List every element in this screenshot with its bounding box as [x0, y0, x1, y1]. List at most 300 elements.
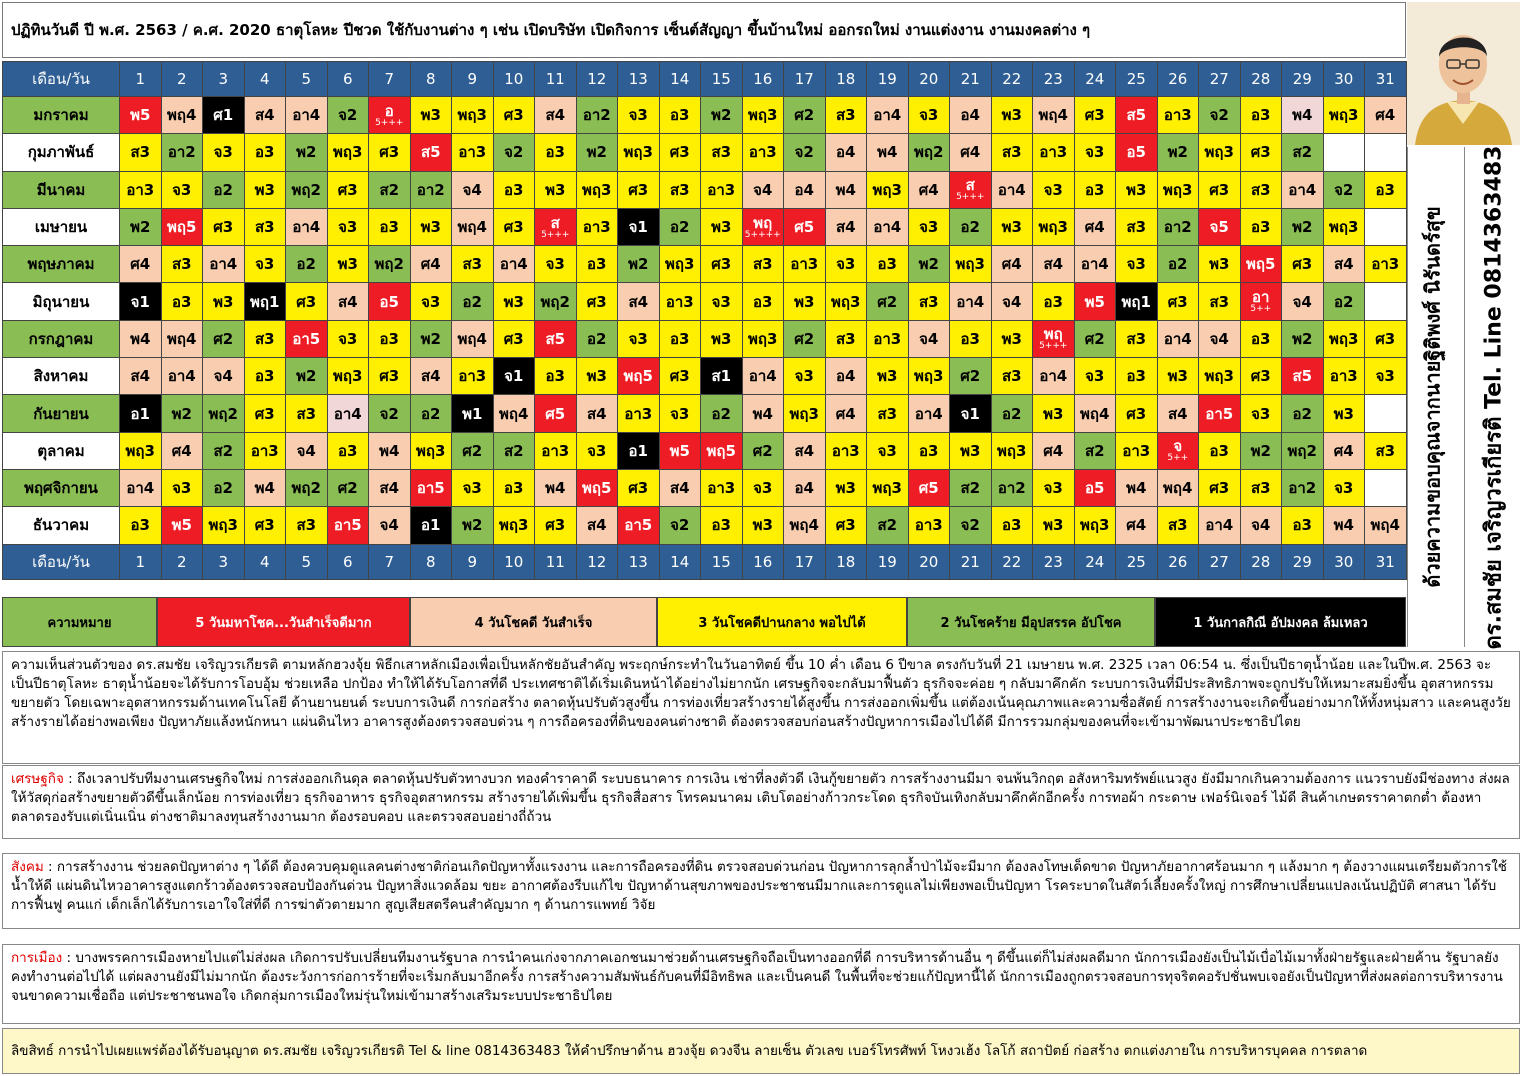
society-text: : การสร้างงาน ช่วยลดปัญหาต่าง ๆ ได้ดี ต้องควบคุมดูแลคนต่างชาติก่อนเกิดปัญหาทั้งแรงงาน และการถือครองที่ดิน ตรวจสอบด่วนก่อน ปัญหาการลุกล้ำป่าไม้จะมีมาก ต้องลงโทษเด็ดขาด ปัญหาภัยอากาศร้อนมาก ๆ แล้งมาก ๆ ต้องวางแผนเตรียมตัวการใช้น้ำให้ดี แผ่นดินไหวอาคารสูงแตกร้าวต้องตรวจสอบป้องกันด่วน ปัญหาสิ่งแวดล้อม ขยะ อากาศต้องรีบแก้ไข ปัญหาด้านสุขภาพของประชาชนมีมากและการดูแลไม่เพียงพอเป็นปัญหา โรคระบาดในสัตว์เลี้ยงครั้งใหญ่ การศึกษาเปลี่ยนแปลงเน้นปฏิบัติ ศาสนา ได้รับการฟื้นฟู คนแก่ เด็กเล็กได้รับการเอาใจใส่ที่ดี การฆ่าตัวตายมาก สูญเสียสตรีคนสำคัญมาก ๆ ด้านการแพทย์ วิจัย — [11, 859, 1507, 913]
day-cell: จ3 — [535, 246, 577, 283]
day-cell: พฤ3 — [493, 507, 535, 544]
day-cell: อ3 — [1240, 97, 1282, 134]
day-cell: พฤ3 — [784, 395, 826, 432]
day-cell: จ4 — [1240, 507, 1282, 544]
day-number: 30 — [1323, 544, 1365, 579]
day-bonus: 5+++ — [1039, 341, 1068, 352]
day-cell: อา3 — [908, 507, 950, 544]
day-cell: พ5 — [1074, 283, 1116, 320]
day-number: 6 — [327, 62, 369, 97]
day-cell: อ1 — [410, 507, 452, 544]
day-cell: อ3 — [1282, 507, 1324, 544]
day-cell: ศ3 — [1240, 358, 1282, 395]
day-code: ส — [550, 213, 560, 232]
day-cell: อ2 — [203, 171, 245, 208]
day-cell: ส2 — [1282, 134, 1324, 171]
day-number: 2 — [161, 62, 203, 97]
day-cell: อา3 — [1365, 246, 1407, 283]
day-number: 12 — [576, 62, 618, 97]
day-cell: พ2 — [701, 97, 743, 134]
day-number: 23 — [1033, 544, 1075, 579]
side-contact-column — [1464, 147, 1521, 647]
day-number: 24 — [1074, 544, 1116, 579]
day-cell: พ3 — [410, 97, 452, 134]
day-cell: ศ2 — [784, 97, 826, 134]
day-number: 22 — [991, 62, 1033, 97]
day-cell: อ3 — [493, 469, 535, 506]
day-number: 28 — [1240, 62, 1282, 97]
day-cell: ส3 — [1199, 283, 1241, 320]
day-cell: อ3 — [742, 283, 784, 320]
day-cell: ศ2 — [784, 320, 826, 357]
day-cell: อ3 — [120, 507, 162, 544]
day-cell: อ3 — [1199, 432, 1241, 469]
day-cell: ศ3 — [369, 358, 411, 395]
day-cell: จ1 — [493, 358, 535, 395]
day-cell: อ2 — [452, 283, 494, 320]
month-row — [3, 358, 1407, 395]
day-cell: พ2 — [410, 320, 452, 357]
day-cell: พ3 — [1033, 507, 1075, 544]
day-cell: พ4 — [244, 469, 286, 506]
day-number: 7 — [369, 544, 411, 579]
day-cell: อา3 — [701, 171, 743, 208]
society-paragraph — [2, 853, 1520, 929]
day-cell: ศ4 — [950, 134, 992, 171]
day-cell: ศ4 — [825, 395, 867, 432]
day-cell: อ3 — [161, 283, 203, 320]
day-number: 8 — [410, 544, 452, 579]
portrait-image — [1407, 2, 1520, 145]
day-number: 25 — [1116, 544, 1158, 579]
day-cell — [369, 97, 411, 134]
day-cell: อ3 — [244, 134, 286, 171]
day-header-label: เดือน/วัน — [3, 62, 120, 97]
day-number: 23 — [1033, 62, 1075, 97]
day-cell: ศ2 — [950, 358, 992, 395]
day-cell: อ3 — [576, 246, 618, 283]
day-cell: จ1 — [950, 395, 992, 432]
day-cell: จ3 — [742, 469, 784, 506]
day-cell: อา4 — [908, 395, 950, 432]
day-cell: จ3 — [618, 320, 660, 357]
day-cell: พฤ5 — [701, 432, 743, 469]
month-name: ธันวาคม — [3, 507, 120, 544]
day-cell: ส3 — [244, 320, 286, 357]
day-cell: อา2 — [991, 469, 1033, 506]
day-cell: พฤ4 — [1365, 507, 1407, 544]
day-cell: พฤ4 — [1074, 395, 1116, 432]
day-cell: พ4 — [120, 320, 162, 357]
day-cell: ส4 — [410, 358, 452, 395]
day-cell: ส3 — [1116, 208, 1158, 245]
day-cell: ส4 — [576, 507, 618, 544]
day-number: 6 — [327, 544, 369, 579]
day-cell: จ3 — [203, 134, 245, 171]
day-header-row-top — [3, 62, 1407, 97]
day-cell: อ3 — [1033, 283, 1075, 320]
day-number: 12 — [576, 544, 618, 579]
day-cell: จ4 — [452, 171, 494, 208]
day-cell: จ2 — [327, 97, 369, 134]
day-cell: พฤ2 — [286, 469, 328, 506]
day-cell: พ3 — [1199, 246, 1241, 283]
day-cell: พ4 — [535, 469, 577, 506]
day-cell: พฤ1 — [244, 283, 286, 320]
day-cell: อา5 — [618, 507, 660, 544]
day-cell: พฤ3 — [1323, 320, 1365, 357]
day-cell: ศ3 — [327, 171, 369, 208]
day-cell: ส4 — [1033, 246, 1075, 283]
day-cell: พฤ3 — [867, 171, 909, 208]
day-cell: ส3 — [1157, 507, 1199, 544]
day-cell: ส4 — [327, 283, 369, 320]
day-number: 4 — [244, 544, 286, 579]
day-cell: อา3 — [452, 134, 494, 171]
day-cell: พ4 — [867, 134, 909, 171]
month-row — [3, 208, 1407, 245]
day-cell: พ2 — [1157, 134, 1199, 171]
day-cell: ศ2 — [867, 283, 909, 320]
day-cell: จ3 — [618, 97, 660, 134]
day-cell: อา4 — [203, 246, 245, 283]
day-cell: ส2 — [493, 432, 535, 469]
day-number: 18 — [825, 544, 867, 579]
side-thanks-column — [1408, 147, 1458, 647]
day-number: 26 — [1157, 544, 1199, 579]
day-cell: จ3 — [908, 208, 950, 245]
day-cell: จ5 — [1199, 208, 1241, 245]
day-cell: พ3 — [742, 507, 784, 544]
day-cell: ศ4 — [1074, 208, 1116, 245]
day-cell: พ5 — [659, 432, 701, 469]
day-cell: พฤ3 — [742, 320, 784, 357]
day-cell: ส3 — [244, 208, 286, 245]
day-cell: ศ3 — [244, 395, 286, 432]
day-cell: ส4 — [244, 97, 286, 134]
day-number: 10 — [493, 544, 535, 579]
day-cell: อา3 — [618, 395, 660, 432]
day-cell: อ3 — [535, 134, 577, 171]
day-cell — [1365, 469, 1407, 506]
day-cell: พฤ3 — [410, 432, 452, 469]
day-cell: ศ2 — [203, 320, 245, 357]
politics-label: การเมือง — [11, 950, 63, 966]
day-cell: พฤ4 — [452, 208, 494, 245]
month-name: ตุลาคม — [3, 432, 120, 469]
day-cell: อา4 — [161, 358, 203, 395]
day-cell: ศ5 — [784, 208, 826, 245]
day-cell: อ3 — [1365, 171, 1407, 208]
day-cell: จ3 — [1365, 358, 1407, 395]
day-cell: อ2 — [203, 469, 245, 506]
day-cell: จ3 — [908, 97, 950, 134]
day-cell: อ3 — [867, 246, 909, 283]
day-bonus: 5++++ — [744, 229, 781, 240]
day-number: 20 — [908, 62, 950, 97]
day-cell: ส3 — [1116, 320, 1158, 357]
day-cell: อา3 — [244, 432, 286, 469]
day-code: อา — [1252, 288, 1270, 307]
day-cell: พฤ4 — [493, 395, 535, 432]
day-header-label: เดือน/วัน — [3, 544, 120, 579]
day-cell: อ2 — [1282, 395, 1324, 432]
day-cell: พ2 — [908, 246, 950, 283]
day-cell: อา3 — [1157, 97, 1199, 134]
day-cell: อา4 — [286, 208, 328, 245]
day-cell: อา4 — [1033, 358, 1075, 395]
day-cell: อา4 — [742, 358, 784, 395]
day-cell: จ2 — [1323, 171, 1365, 208]
economy-label: เศรษฐกิจ — [11, 771, 64, 787]
day-cell: อา4 — [286, 97, 328, 134]
day-cell: ศ4 — [1323, 432, 1365, 469]
day-cell: อา3 — [659, 283, 701, 320]
day-cell: ศ5 — [535, 395, 577, 432]
day-cell: อา3 — [701, 469, 743, 506]
day-cell: จ3 — [161, 469, 203, 506]
day-cell: ส2 — [1074, 432, 1116, 469]
day-cell: จ4 — [908, 320, 950, 357]
day-cell: จ4 — [1282, 283, 1324, 320]
day-cell: ศ3 — [1199, 171, 1241, 208]
day-cell: พ3 — [244, 171, 286, 208]
day-cell: จ3 — [1033, 171, 1075, 208]
day-number: 5 — [286, 62, 328, 97]
month-row — [3, 283, 1407, 320]
day-number: 29 — [1282, 62, 1324, 97]
day-cell: อ1 — [618, 432, 660, 469]
day-cell: พฤ4 — [452, 320, 494, 357]
day-cell: จ4 — [369, 507, 411, 544]
day-cell: อา3 — [576, 208, 618, 245]
day-cell: ส3 — [991, 358, 1033, 395]
day-cell: จ4 — [203, 358, 245, 395]
day-cell: พ2 — [618, 246, 660, 283]
intro-paragraph: ความเห็นส่วนตัวของ ดร.สมชัย เจริญวรเกียรติ ตามหลักฮวงจุ้ย พิธีกเสาหลักเมืองเพื่อเป็นหลักชัยอันสำคัญ พระฤกษ์กระทำในวันอาทิตย์ ขึ้น 10 ค่ำ เดือน 6 ปีขาล ตรงกับวันที่ 21 เมษายน พ.ศ. 2325 เวลา 06:54 น. ซึ่งเป็นปีธาตุน้ำน้อย และในปีพ.ศ. 2563 จะเป็นปีธาตุโลหะ ธาตุน้ำน้อยจะได้รับการโอบอุ้ม ช่วยเหลือ ปกป้อง ทำให้ได้รับโอกาสที่ดี ประเทศชาติได้เริ่มเดินหน้าได้อย่างไม่ยากนัก เศรษฐกิจจะกลับมาฟื้นตัว ธุรกิจจะค่อย ๆ กลับมาคึกคัก ระบบการเงินที่มีประสิทธิภาพจะถูกปรับให้เหมาะสมยิ่งขึ้น อุตสาหกรรมขยายตัว โดยเฉพาะอุตสาหกรรมด้านเทคโนโลยี ด้านยานยนต์ ระบบการเงินดี การก่อสร้าง ตลาดหุ้นปรับตัวสูงขึ้น การท่องเที่ยวสร้างรายได้สูงขึ้น การส่งออกเพิ่มขึ้น แต่ต้องเน้นคุณภาพและความซื่อสัตย์ การสร้างงานจะเกิดขึ้นอย่างมากให้ทั้งหนุ่มสาว และคนสูงวัย สร้างรายได้อย่างพอเพียง ปัญหาภัยแล้งหนักหนา แผ่นดินไหว อาคารสูงต้องตรวจสอบด่วน ๆ การถือครองที่ดินของคนต่างชาติ ต้องตรวจสอบก่อนสร้างปัญหาการเมืองไปได้ดี มีการรวมกลุ่มของคนที่จะเข้ามาพัฒนาประชาธิปไตย — [2, 651, 1520, 764]
month-name: พฤษภาคม — [3, 246, 120, 283]
day-cell: พ5 — [161, 507, 203, 544]
day-cell: อา4 — [991, 171, 1033, 208]
day-cell: อา4 — [950, 283, 992, 320]
day-cell — [1323, 134, 1365, 171]
day-cell: ศ3 — [1365, 320, 1407, 357]
day-cell: จ3 — [452, 469, 494, 506]
day-cell — [1157, 432, 1199, 469]
day-cell: พ2 — [161, 395, 203, 432]
day-number: 1 — [120, 62, 162, 97]
day-number: 3 — [203, 544, 245, 579]
day-cell: ศ3 — [493, 208, 535, 245]
day-cell: พ2 — [576, 134, 618, 171]
day-cell: พ4 — [1282, 97, 1324, 134]
day-cell: พฤ2 — [203, 395, 245, 432]
day-cell: ส3 — [286, 395, 328, 432]
day-cell — [1033, 320, 1075, 357]
day-number: 14 — [659, 62, 701, 97]
day-cell: พฤ5 — [161, 208, 203, 245]
day-cell: อ2 — [286, 246, 328, 283]
day-cell: พฤ3 — [1323, 97, 1365, 134]
day-cell: จ3 — [410, 283, 452, 320]
day-cell: อา2 — [576, 97, 618, 134]
day-cell: พฤ3 — [1323, 208, 1365, 245]
day-number: 13 — [618, 62, 660, 97]
day-cell: พ2 — [1240, 432, 1282, 469]
month-row — [3, 469, 1407, 506]
day-number: 27 — [1199, 544, 1241, 579]
day-cell: พฤ5 — [576, 469, 618, 506]
month-row — [3, 395, 1407, 432]
day-cell — [1365, 283, 1407, 320]
day-cell: พฤ3 — [203, 507, 245, 544]
day-cell: ส4 — [120, 358, 162, 395]
day-cell: ส3 — [659, 171, 701, 208]
day-cell: อ3 — [659, 97, 701, 134]
day-number: 4 — [244, 62, 286, 97]
day-number: 13 — [618, 544, 660, 579]
day-cell: จ3 — [784, 358, 826, 395]
day-cell: พ2 — [1282, 208, 1324, 245]
day-cell: อา2 — [1157, 208, 1199, 245]
day-number: 19 — [867, 62, 909, 97]
day-cell: อา3 — [120, 171, 162, 208]
legend-label: ความหมาย — [2, 597, 157, 647]
day-cell: พฤ2 — [535, 283, 577, 320]
day-cell: อ3 — [369, 320, 411, 357]
day-cell: อา5 — [286, 320, 328, 357]
day-cell: ส3 — [908, 283, 950, 320]
legend-item-level-5: 5 วันมหาโชค...วันสำเร็จดีมาก — [157, 597, 410, 647]
day-cell: อ2 — [1157, 246, 1199, 283]
day-cell: พ3 — [327, 246, 369, 283]
day-cell: จ1 — [618, 208, 660, 245]
day-cell: พ3 — [991, 320, 1033, 357]
day-cell: อา3 — [1033, 134, 1075, 171]
month-row — [3, 97, 1407, 134]
day-cell: พฤ3 — [659, 246, 701, 283]
month-name: เมษายน — [3, 208, 120, 245]
day-cell: อา4 — [1282, 171, 1324, 208]
day-cell: ส1 — [701, 358, 743, 395]
day-cell: ส4 — [825, 208, 867, 245]
day-cell: ศ3 — [1116, 395, 1158, 432]
day-bonus: 5++ — [1250, 304, 1272, 315]
day-cell: อ2 — [576, 320, 618, 357]
day-code: ส — [965, 176, 975, 195]
day-cell: ศ1 — [203, 97, 245, 134]
day-number: 8 — [410, 62, 452, 97]
day-cell: อา4 — [1074, 246, 1116, 283]
day-cell: อ3 — [369, 208, 411, 245]
month-name: มิถุนายน — [3, 283, 120, 320]
day-cell: จ2 — [493, 134, 535, 171]
day-number: 11 — [535, 544, 577, 579]
day-cell: ศ2 — [452, 432, 494, 469]
day-cell: ส2 — [867, 507, 909, 544]
day-cell: พ2 — [286, 358, 328, 395]
day-cell: ศ4 — [161, 432, 203, 469]
month-name: มกราคม — [3, 97, 120, 134]
day-cell: ส5 — [535, 320, 577, 357]
day-cell: อ4 — [950, 97, 992, 134]
day-cell: จ3 — [1323, 469, 1365, 506]
day-cell: จ2 — [369, 395, 411, 432]
day-cell: พ3 — [1157, 358, 1199, 395]
day-cell: ศ3 — [203, 208, 245, 245]
day-cell: พฤ2 — [369, 246, 411, 283]
day-cell: พฤ4 — [784, 507, 826, 544]
politics-text: : บางพรรคการเมืองหายไปแต่ไม่ส่งผล เกิดการปรับเปลี่ยนทีมงานรัฐบาล การนำคนเก่งจากภาคเอกชนมาช่วยด้านเศรษฐกิจถือเป็นทางออกที่ดี การบริหารด้านอื่น ๆ ดีขึ้นแต่ก็ไม่ส่งผลดีมาก นักการเมืองยังเป็นไม้เบื่อไม้เมาทั้งฝ่ายรัฐและฝ่ายค้าน รัฐบาลยังคงทำงานต่อไปได้ แต่ผลงานยังมีไม่มากนัก ต้องระวังการก่อการร้ายที่จะเริ่มกลับมาอีกครั้ง การสร้างความสัมพันธ์กับคนที่มีอิทธิพล และเป็นคนดี ในพื้นที่จะช่วยแก้ปัญหานี้ได้ นักการเมืองถูกตรวจสอบการทุจริตคอรัปชั่นพบเจอยังเป็นปัญหาที่ส่งผลต่อการบริหารงานจนขาดความเชื่อถือ แต่ประชาชนพอใจ เกิดกลุ่มการเมืองใหม่รุ่นใหม่เข้ามาสร้างเสริมระบบประชาธิปไตย — [11, 950, 1503, 1004]
day-bonus: 5++ — [1167, 453, 1189, 464]
day-cell: พ2 — [120, 208, 162, 245]
day-cell: ศ3 — [493, 97, 535, 134]
day-cell: อา5 — [327, 507, 369, 544]
day-cell: จ3 — [1116, 246, 1158, 283]
day-cell: อา4 — [867, 208, 909, 245]
day-cell: อ3 — [950, 320, 992, 357]
day-cell: อ4 — [784, 469, 826, 506]
economy-text: : ถึงเวลาปรับทีมงานเศรษฐกิจใหม่ การส่งออกเกินดุล ตลาดหุ้นปรับตัวทางบวก ทองคำราคาดี ระบบธนาคาร การเงิน เช่าที่ลงตัวดี เงินกู้ขยายตัว การสร้างงานมีมา จนพ้นวิกฤต อสังหาริมทรัพย์แนวสูง ยังมีมากเกินความต้องการ แนวราบยังมีช่องทาง ส่งผลให้วัสดุก่อสร้างขยายตัวดีขึ้นเล็กน้อย การท่องเที่ยว ธุรกิจอาหาร ธุรกิจอุตสาหกรรม สร้างรายได้เพิ่มขึ้น ธุรกิจสื่อสาร โทรคมนาคม เติบโตอย่างก้าวกระโดด ธุรกิจบันเทิงกลับมาคึกคักอีกครั้ง การทอผ้า กระดาษ เฟอร์นิเจอร์ ไม้ดี สินค้าเกษตรราคาตกต่ำ ต้องหาตลาดรองรับแต่เนิ่นเนิ่น ต่างชาติมาลงทุนสร้างงานมาก ต้องรอบคอบ และตรวจสอบอย่างถี่ถ้วน — [11, 771, 1510, 825]
day-cell: ส3 — [286, 507, 328, 544]
day-header-row-bottom — [3, 544, 1407, 579]
day-cell: ศ3 — [244, 507, 286, 544]
day-number: 19 — [867, 544, 909, 579]
day-cell: พ4 — [1323, 507, 1365, 544]
day-cell: จ3 — [659, 395, 701, 432]
society-label: สังคม — [11, 859, 44, 875]
day-cell: พ1 — [452, 395, 494, 432]
day-cell: ศ2 — [327, 469, 369, 506]
day-cell: อา4 — [493, 246, 535, 283]
day-cell: ศ3 — [369, 134, 411, 171]
day-cell: พฤ2 — [286, 171, 328, 208]
day-cell: จ3 — [1240, 395, 1282, 432]
day-cell — [950, 171, 992, 208]
day-cell: พฤ3 — [452, 97, 494, 134]
day-cell: พ3 — [410, 208, 452, 245]
day-number: 16 — [742, 62, 784, 97]
day-cell: ส5 — [1282, 358, 1324, 395]
day-number: 3 — [203, 62, 245, 97]
month-row — [3, 171, 1407, 208]
day-cell: ส3 — [825, 97, 867, 134]
day-bonus: 5+++ — [375, 117, 404, 128]
day-cell: อา3 — [452, 358, 494, 395]
day-cell: พฤ3 — [1199, 358, 1241, 395]
day-cell: พ4 — [369, 432, 411, 469]
day-cell: พ3 — [825, 469, 867, 506]
day-cell: พ3 — [1033, 395, 1075, 432]
day-cell: พ3 — [1116, 171, 1158, 208]
day-cell: ส4 — [1323, 246, 1365, 283]
month-name: พฤศจิกายน — [3, 469, 120, 506]
day-cell: ส4 — [618, 283, 660, 320]
day-number: 21 — [950, 544, 992, 579]
day-cell: ส3 — [1240, 171, 1282, 208]
day-cell: ศ2 — [1074, 320, 1116, 357]
day-cell: ส3 — [825, 320, 867, 357]
day-number: 17 — [784, 544, 826, 579]
day-cell: ส4 — [659, 469, 701, 506]
day-cell: พ3 — [493, 283, 535, 320]
day-number: 15 — [701, 62, 743, 97]
day-cell — [1365, 208, 1407, 245]
day-cell: จ1 — [120, 283, 162, 320]
day-cell: ศ3 — [659, 358, 701, 395]
day-cell: อา5 — [1199, 395, 1241, 432]
day-cell: อา3 — [742, 134, 784, 171]
